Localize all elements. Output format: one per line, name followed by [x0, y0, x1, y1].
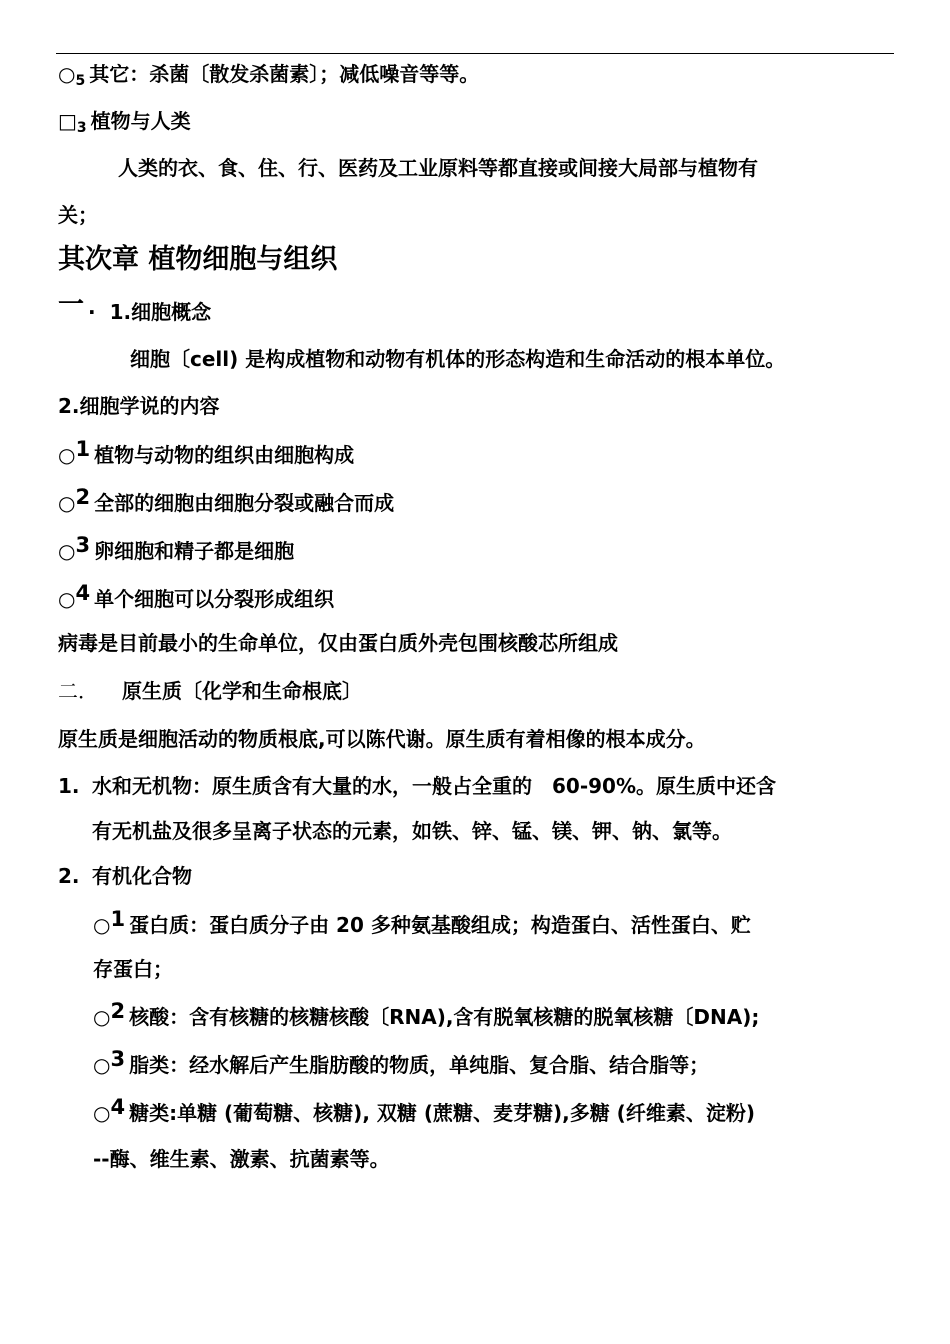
item-number: 3: [76, 120, 87, 136]
paragraph-line: [58, 629, 618, 657]
line-text: 有机化合物: [92, 864, 192, 888]
line-text: 水和无机物：原生质含有大量的水，一般占全重的 60-90%。原生质中还含: [92, 774, 777, 798]
circle-bullet: ○: [58, 62, 76, 86]
paragraph-line: [93, 1145, 390, 1173]
section-heading: [58, 107, 191, 138]
square-bullet: □: [58, 109, 77, 133]
line-text: 植物与动物的组织由细胞构成: [94, 443, 355, 467]
section-heading: [58, 677, 362, 705]
line-text: 蛋白质：蛋白质分子由 20 多种氨基酸组成；构造蛋白、活性蛋白、贮: [129, 913, 751, 937]
line-text: 植物与人类: [90, 109, 191, 133]
line-text: 细胞〔cell) 是构成植物和动物有机体的形态构造和生命活动的根本单位。: [130, 347, 786, 371]
list-item: [93, 1047, 710, 1079]
circle-bullet: ○: [58, 587, 76, 611]
line-text: 糖类:单糖 (葡萄糖、核糖), 双糖 (蔗糖、麦芽糖),多糖 (纤维素、淀粉): [129, 1101, 755, 1125]
item-number: 2: [75, 485, 91, 509]
line-text: 卵细胞和精子都是细胞: [94, 539, 295, 563]
item-number: 5: [75, 73, 86, 89]
line-text: 1.细胞概念: [109, 300, 212, 324]
line-text: 病毒是目前最小的生命单位，仅由蛋白质外壳包围核酸芯所组成: [58, 631, 618, 655]
list-item: [58, 485, 395, 517]
text-line: [58, 60, 479, 91]
item-number: 3: [110, 1047, 126, 1071]
line-text: 有无机盐及很多呈离子状态的元素，如铁、锌、锰、镁、钾、钠、氯等。: [92, 819, 732, 843]
item-number: 4: [110, 1095, 126, 1119]
section-heading: [58, 290, 212, 326]
line-text: 2.细胞学说的内容: [58, 394, 220, 418]
circle-bullet: ○: [93, 1101, 111, 1125]
line-text: 人类的衣、食、住、行、医药及工业原料等都直接或间接大局部与植物有: [118, 156, 758, 180]
line-text: 原生质〔化学和生命根底〕: [122, 679, 362, 703]
item-number: 2: [110, 999, 126, 1023]
numbered-item: [58, 862, 192, 890]
item-number: 1: [75, 437, 91, 461]
paragraph-line: [58, 725, 706, 753]
line-text: 单个细胞可以分裂形成组织: [94, 587, 335, 611]
paragraph-line: [92, 817, 732, 845]
paragraph-line: [93, 955, 173, 983]
line-text: 核酸：含有核糖的核糖核酸〔RNA),含有脱氧核糖的脱氧核糖〔DNA);: [129, 1005, 760, 1029]
item-number: 1.: [58, 774, 80, 798]
line-text: 关；: [58, 203, 98, 227]
section-number: 二．: [58, 679, 98, 703]
item-number: 1: [110, 907, 126, 931]
item-number: 2.: [58, 864, 80, 888]
circle-bullet: ○: [58, 491, 76, 515]
list-item: [93, 999, 760, 1031]
line-text: 原生质是细胞活动的物质根底,可以陈代谢。原生质有着相像的根本成分。: [58, 727, 706, 751]
circle-bullet: ○: [93, 1053, 111, 1077]
circle-bullet: ○: [93, 913, 111, 937]
list-item: [58, 533, 295, 565]
line-text: 存蛋白；: [93, 957, 173, 981]
subheading: [58, 392, 220, 420]
line-text: 全部的细胞由细胞分裂或融合而成: [94, 491, 395, 515]
line-text: --酶、维生素、激素、抗菌素等。: [93, 1147, 390, 1171]
item-number: 3: [75, 533, 91, 557]
line-text: 其它：杀菌〔散发杀菌素〕；减低噪音等等。: [89, 62, 480, 86]
line-text: 脂类：经水解后产生脂肪酸的物质，单纯脂、复合脂、结合脂等；: [129, 1053, 710, 1077]
item-number: 4: [75, 581, 91, 605]
paragraph-line: [58, 201, 98, 229]
section-number: 一: [58, 290, 85, 320]
chapter-title: 其次章 植物细胞与组织: [58, 244, 338, 275]
list-item: [93, 907, 751, 939]
list-item: [93, 1095, 755, 1127]
circle-bullet: ○: [93, 1005, 111, 1029]
paragraph-line: [118, 154, 758, 182]
list-item: [58, 581, 335, 613]
circle-bullet: ○: [58, 539, 76, 563]
dot-separator: ·: [88, 300, 96, 324]
numbered-item: [58, 772, 776, 800]
header-rule: [56, 53, 894, 54]
paragraph-line: [130, 345, 785, 373]
circle-bullet: ○: [58, 443, 76, 467]
list-item: [58, 437, 355, 469]
